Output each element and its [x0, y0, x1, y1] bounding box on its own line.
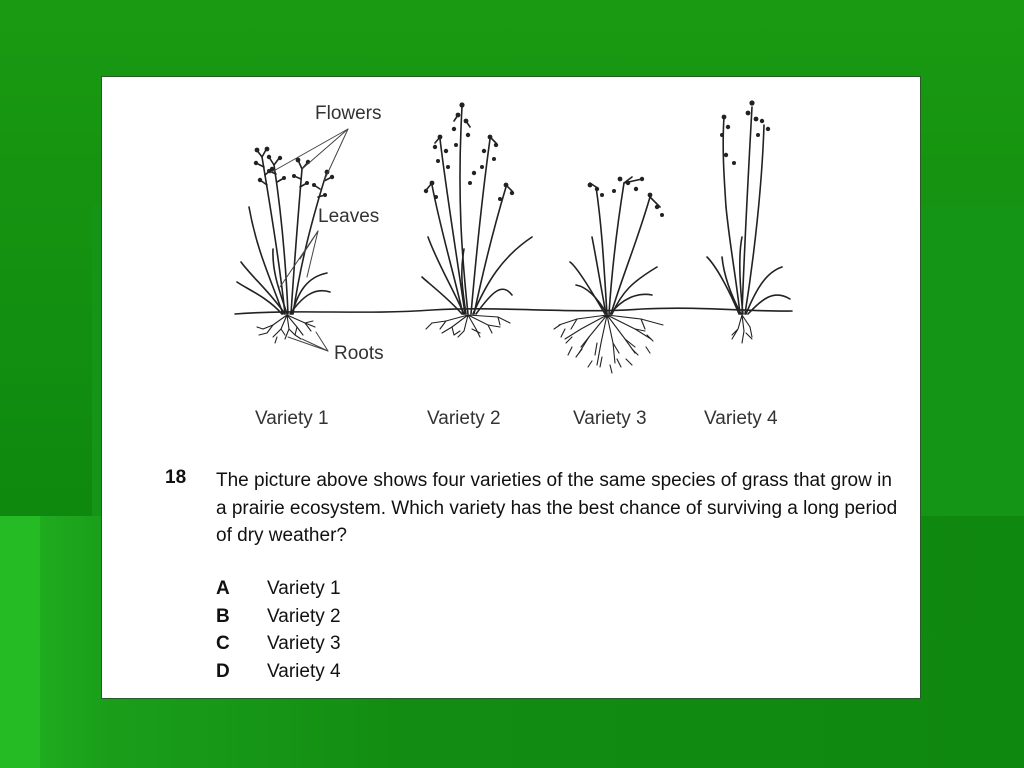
grass-illustration — [102, 77, 922, 517]
ground-line — [235, 308, 792, 314]
variety-label-3: Variety 3 — [573, 408, 647, 429]
variety-label-2: Variety 2 — [427, 408, 501, 429]
choice-letter: D — [216, 660, 230, 682]
choice-letter: A — [216, 578, 230, 599]
question-text: The picture above shows four varieties of the same species of grass that grow in a prairie ecosystem. Which variety has the best chance of surviving a long period of dry weather? — [216, 470, 898, 546]
choice-letter: C — [216, 633, 230, 654]
choice-d[interactable] — [216, 658, 516, 686]
choice-text: Variety 2 — [267, 605, 341, 627]
choice-text: Variety 1 — [267, 578, 341, 599]
choice-a[interactable] — [216, 575, 516, 603]
variety-label-4: Variety 4 — [704, 408, 778, 429]
plant-variety-2 — [422, 102, 532, 337]
plant-variety-4 — [707, 100, 790, 343]
background-strip — [0, 516, 40, 768]
question-number: 18 — [165, 467, 187, 488]
plant-variety-3 — [554, 177, 664, 373]
label-flowers: Flowers — [315, 103, 382, 124]
variety-label-1: Variety 1 — [255, 408, 329, 429]
answer-choices — [216, 575, 516, 685]
choice-text: Variety 4 — [267, 660, 341, 682]
label-roots: Roots — [334, 343, 384, 364]
choice-text: Variety 3 — [267, 633, 341, 654]
grass-figure — [102, 77, 922, 517]
choice-b[interactable] — [216, 603, 516, 631]
choice-letter: B — [216, 605, 230, 627]
choice-c[interactable] — [216, 630, 516, 658]
question-card — [101, 76, 921, 699]
label-leaves: Leaves — [318, 206, 380, 227]
